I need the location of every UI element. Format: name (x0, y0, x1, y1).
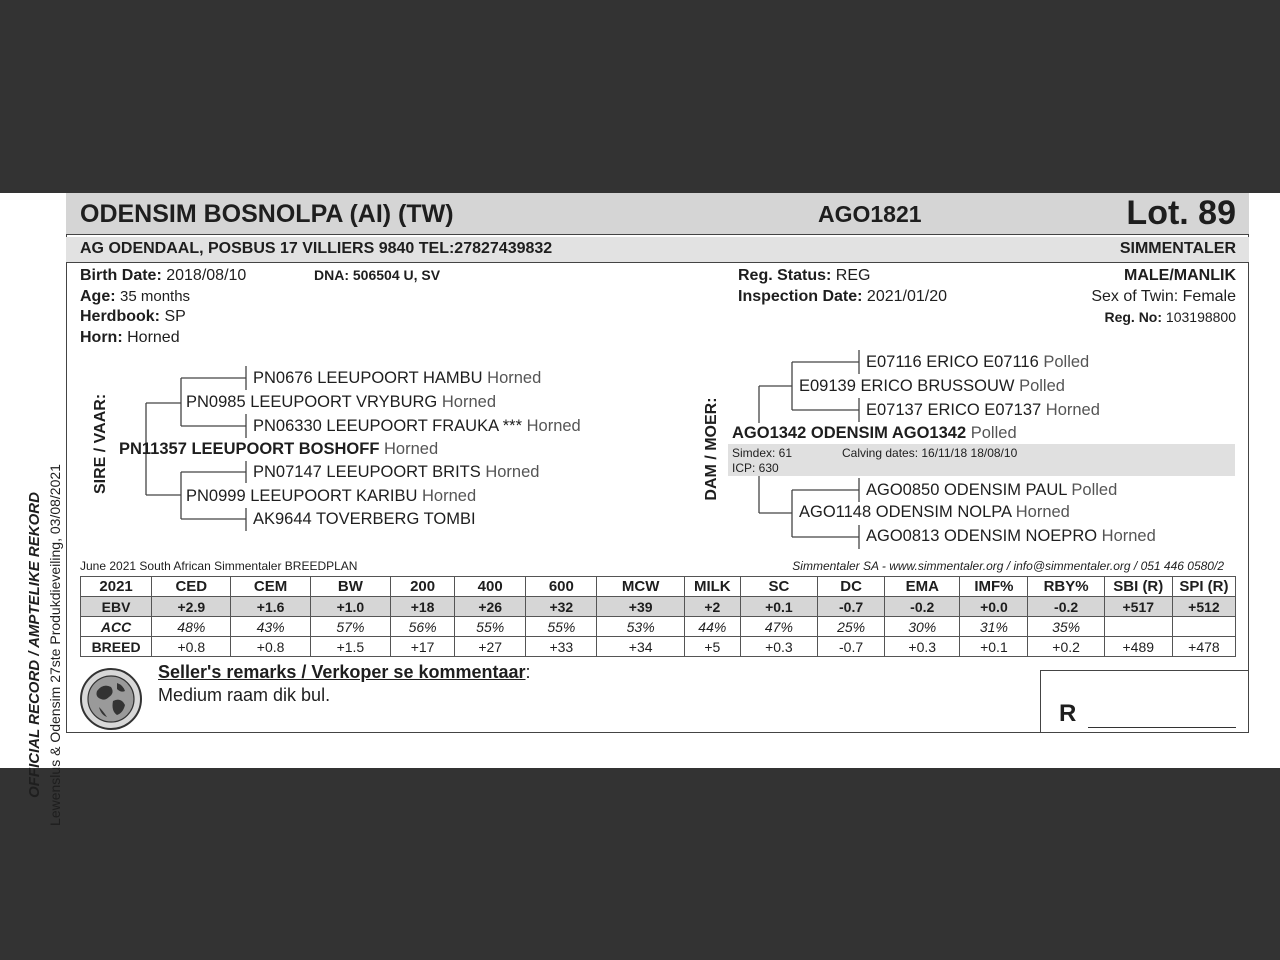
breed-cell: +478 (1172, 637, 1235, 657)
simmentaler-contact: Simmentaler SA - www.simmentaler.org / info@simmentaler.org / 051 446 0580/2 (792, 559, 1224, 573)
horn: Horn: Horned (80, 329, 180, 346)
header-cell: SPI (R) (1172, 577, 1235, 597)
sire-dam-sire: PN07147 LEEUPOORT BRITS Horned (253, 463, 540, 481)
header-cell: SBI (R) (1104, 577, 1172, 597)
acc-cell: 47% (740, 617, 817, 637)
sire-sire-dam: PN06330 LEEUPOORT FRAUKA *** Horned (253, 417, 581, 435)
acc-cell: 44% (684, 617, 740, 637)
dam-label: DAM / MOER: (703, 397, 720, 501)
inspection-date: Inspection Date: 2021/01/20 (738, 288, 947, 305)
dam-sire-sire: E07116 ERICO E07116 Polled (866, 353, 1090, 371)
price-line[interactable] (1088, 727, 1236, 728)
breed-cell: +0.3 (885, 637, 960, 657)
ebv-cell: +1.6 (231, 597, 310, 617)
ebv-cell: -0.7 (818, 597, 885, 617)
dam-icp: ICP: 630 (732, 461, 779, 475)
dam-simdex: Simdex: 61 (732, 446, 793, 460)
breed-cell: +1.5 (310, 637, 390, 657)
header-cell: SC (740, 577, 817, 597)
header-cell: 400 (455, 577, 526, 597)
breed-cell: -0.7 (818, 637, 885, 657)
ebv-table (80, 576, 1236, 657)
breeder-address: AG ODENDAAL, POSBUS 17 VILLIERS 9840 TEL:27827439832 (80, 240, 553, 257)
acc-cell: ACC (81, 617, 152, 637)
breed-cell: +0.8 (231, 637, 310, 657)
price-label: R (1059, 700, 1077, 727)
ebv-cell: +18 (391, 597, 455, 617)
acc-cell: 55% (455, 617, 526, 637)
sire-dam: PN0999 LEEUPOORT KARIBU Horned (186, 487, 477, 505)
acc-cell: 43% (231, 617, 310, 637)
header-cell: 200 (391, 577, 455, 597)
birth-date: Birth Date: 2018/08/10 (80, 267, 247, 284)
breed-cell: +0.3 (740, 637, 817, 657)
ebv-row (81, 597, 1236, 617)
header-cell: EMA (885, 577, 960, 597)
acc-cell: 48% (152, 617, 231, 637)
sire-sire: PN0985 LEEUPOORT VRYBURG Horned (186, 393, 496, 411)
sex-of-twin: Sex of Twin: Female (1091, 288, 1236, 305)
ebv-cell: -0.2 (885, 597, 960, 617)
ebv-cell: +0.1 (740, 597, 817, 617)
sire-sire-sire: PN0676 LEEUPOORT HAMBU Horned (253, 369, 542, 387)
sale-catalogue-page (0, 193, 1280, 826)
auction-info-label: Lewenslus & Odensim 27ste Produkdieveiling, 03/08/2021 (47, 464, 63, 826)
dam-dam: AGO1148 ODENSIM NOLPA Horned (799, 503, 1070, 521)
animal-code: AGO1821 (818, 201, 922, 227)
acc-cell: 30% (885, 617, 960, 637)
breed-cell: +33 (526, 637, 597, 657)
reg-no: Reg. No: 103198800 (1104, 309, 1236, 325)
ebv-cell: EBV (81, 597, 152, 617)
ebv-cell: -0.2 (1028, 597, 1104, 617)
lot-number: Lot. 89 (1126, 194, 1236, 232)
header-cell: CED (152, 577, 231, 597)
sellers-remarks-text: Medium raam dik bul. (158, 685, 331, 705)
dam-dam-dam: AGO0813 ODENSIM NOEPRO Horned (866, 527, 1156, 545)
dam-sire-dam: E07137 ERICO E07137 Horned (866, 401, 1100, 419)
side-official-record (22, 455, 68, 835)
header-cell: MILK (684, 577, 740, 597)
header-cell: MCW (597, 577, 684, 597)
sire: PN11357 LEEUPOORT BOSHOFF Horned (119, 440, 439, 458)
ebv-header-row (81, 577, 1236, 597)
ebv-cell: +517 (1104, 597, 1172, 617)
acc-cell (1172, 617, 1235, 637)
acc-cell: 53% (597, 617, 684, 637)
breed-name: SIMMENTALER (1119, 240, 1236, 257)
acc-cell (1104, 617, 1172, 637)
breed-cell: +27 (455, 637, 526, 657)
breed-cell: +0.1 (960, 637, 1028, 657)
breedplan-label: June 2021 South African Simmentaler BREEDPLAN (80, 559, 358, 573)
breed-row (81, 637, 1236, 657)
header-cell: 2021 (81, 577, 152, 597)
sellers-remarks-heading: Seller's remarks / Verkoper se kommentaar: (158, 662, 531, 682)
acc-cell: 31% (960, 617, 1028, 637)
header-cell: BW (310, 577, 390, 597)
ebv-cell: +1.0 (310, 597, 390, 617)
ebv-cell: +0.0 (960, 597, 1028, 617)
acc-cell: 56% (391, 617, 455, 637)
globe-emblem-icon (79, 667, 143, 731)
reg-status: Reg. Status: REG (738, 267, 871, 284)
sex: MALE/MANLIK (1124, 267, 1236, 284)
ebv-cell: +39 (597, 597, 684, 617)
dam-sire: E09139 ERICO BRUSSOUW Polled (799, 377, 1065, 395)
animal-name: ODENSIM BOSNOLPA (AI) (TW) (80, 200, 454, 228)
header-cell: CEM (231, 577, 310, 597)
herdbook: Herdbook: SP (80, 308, 186, 325)
acc-cell: 25% (818, 617, 885, 637)
ebv-cell: +2 (684, 597, 740, 617)
dam: AGO1342 ODENSIM AGO1342 Polled (732, 424, 1017, 442)
breed-cell: +0.2 (1028, 637, 1104, 657)
acc-cell: 57% (310, 617, 390, 637)
acc-cell: 55% (526, 617, 597, 637)
dam-dam-sire: AGO0850 ODENSIM PAUL Polled (866, 481, 1118, 499)
age: Age: 35 months (80, 288, 191, 305)
acc-row (81, 617, 1236, 637)
breed-cell: +5 (684, 637, 740, 657)
breed-cell: BREED (81, 637, 152, 657)
sire-dam-dam: AK9644 TOVERBERG TOMBI (253, 510, 476, 528)
sire-label: SIRE / VAAR: (92, 393, 109, 494)
ebv-cell: +32 (526, 597, 597, 617)
header-cell: RBY% (1028, 577, 1104, 597)
breed-cell: +34 (597, 637, 684, 657)
acc-cell: 35% (1028, 617, 1104, 637)
ebv-cell: +26 (455, 597, 526, 617)
ebv-cell: +2.9 (152, 597, 231, 617)
header-cell: IMF% (960, 577, 1028, 597)
breed-cell: +0.8 (152, 637, 231, 657)
dna-info: DNA: 506504 U, SV (314, 267, 441, 283)
header-cell: DC (818, 577, 885, 597)
official-record-label: OFFICIAL RECORD / AMPTELIKE REKORD (26, 492, 43, 798)
breed-cell: +489 (1104, 637, 1172, 657)
header-cell: 600 (526, 577, 597, 597)
dam-calving-dates: Calving dates: 16/11/18 18/08/10 (842, 446, 1018, 460)
ebv-cell: +512 (1172, 597, 1235, 617)
breed-cell: +17 (391, 637, 455, 657)
